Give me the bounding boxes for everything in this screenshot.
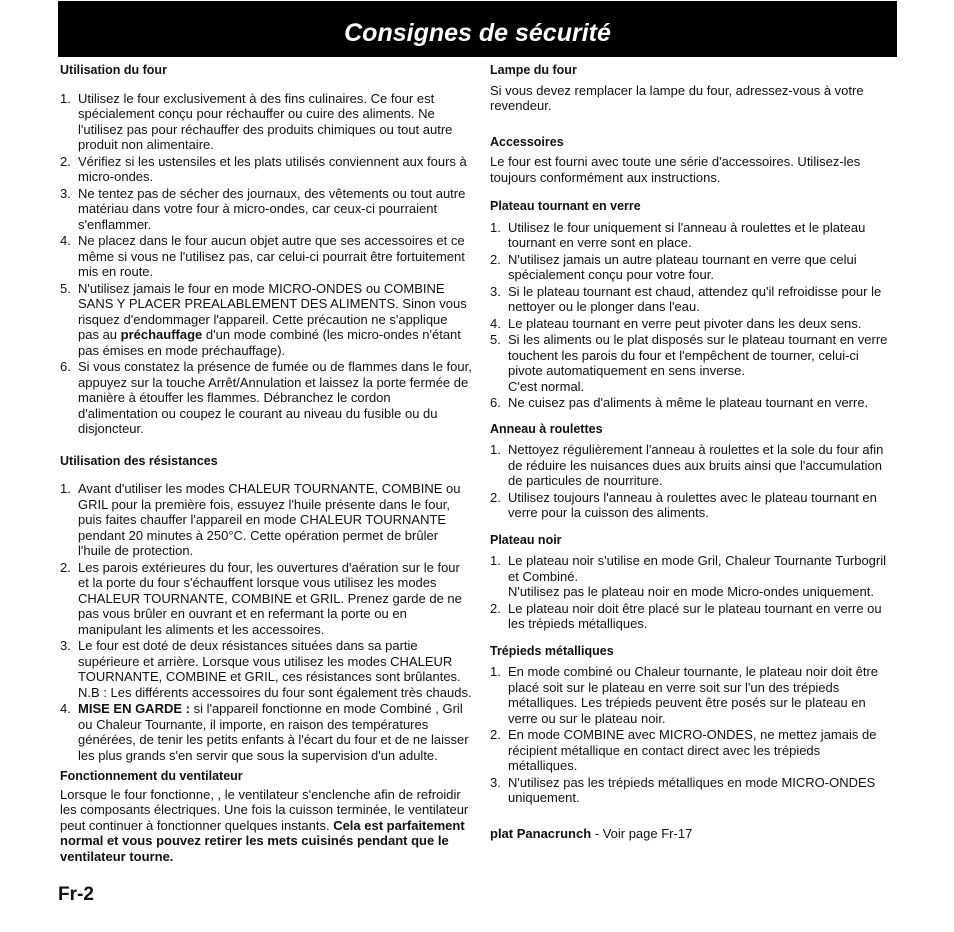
list-item: 2. En mode COMBINE avec MICRO-ONDES, ne mettez jamais de récipient métallique en contact direct avec les trépieds métalliques. <box>490 727 877 773</box>
glass-tray-list <box>490 220 890 411</box>
left-column <box>60 63 472 872</box>
list-item: 2. Vérifiez si les ustensiles et les plats utilisés conviennent aux fours à micro-ondes. <box>60 153 467 184</box>
list-item: 4. MISE EN GARDE : si l'appareil fonctionne en mode Combiné , Gril ou Chaleur Tournante, il importe, en raison des températures générées, de tenir les petits enfants à l'écart du four et de ne laisser les plus grands s'en servir que sous la supervision d'un adulte. <box>60 701 469 763</box>
list-item: 5. N'utilisez jamais le four en mode MICRO-ONDES ou COMBINE SANS Y PLACER PREALABLEMENT DES ALIMENTS. Sinon vous risquez d'endommager l'appareil. Cette précaution ne s'applique pas au préchauffage d'un mode combiné (les micro-ondes n'étant pas émises en mode préchauffage). <box>60 280 467 358</box>
list-item: 2. Les parois extérieures du four, les ouvertures d'aération sur le four et la porte du four s'échauffent lorsque vous utilisez les modes CHALEUR TOURNANTE, COMBINE et GRIL. Prenez garde de ne pas vous brûler en ouvrant et en refermant la porte ou en manipulant les aliments et les accessoires. <box>60 559 462 637</box>
section-heading: Utilisation des résistances <box>60 453 218 468</box>
list-item: 1. Utilisez le four uniquement si l'anneau à roulettes et le plateau tournant en verre sont en place. <box>490 219 866 250</box>
section-heading: Plateau tournant en verre <box>490 199 641 213</box>
black-tray-list <box>490 553 890 632</box>
roller-ring-list <box>490 442 890 521</box>
list-item: 1. Le plateau noir s'utilise en mode Gril, Chaleur Tournante Turbogril et Combiné. N'utilisez pas le plateau noir en mode Micro-ondes uniquement. <box>490 553 887 599</box>
list-item: 3. Le four est doté de deux résistances situées dans sa partie supérieure et arrière. Lorsque vous utilisez les modes CHALEUR TOURNANTE, COMBINE et GRIL, ces résistances sont brûlantes. N.B : Les différents accessoires du four sont également très chauds. <box>60 638 472 700</box>
panacrunch-note: plat Panacrunch - Voir page Fr-17 <box>490 825 693 841</box>
lamp-paragraph: Si vous devez remplacer la lampe du four, adressez-vous à votre revendeur. <box>490 82 864 113</box>
list-item: 2. N'utilisez jamais un autre plateau tournant en verre que celui spécialement conçu pour votre four. <box>490 251 857 282</box>
page-number: Fr-2 <box>58 884 94 905</box>
list-item: 3. Si le plateau tournant est chaud, attendez qu'il refroidisse pour le nettoyer ou le plonger dans l'eau. <box>490 283 882 314</box>
list-item: 4. Le plateau tournant en verre peut pivoter dans les deux sens. <box>490 315 862 331</box>
metal-trivets-list <box>490 664 890 806</box>
accessories-paragraph: Le four est fourni avec toute une série d'accessoires. Utilisez-les toujours conformément aux instructions. <box>490 154 861 185</box>
section-heading: Utilisation du four <box>60 63 167 77</box>
fan-paragraph: Lorsque le four fonctionne, , le ventilateur s'enclenche afin de refroidir les composants électriques. Une fois la cuisson terminée, le ventilateur peut continuer à fonctionner quelques instants. Cela est parfaitement normal et vous pouvez retirer les mets cuisinés pendant que le ventilateur tourne. <box>60 786 469 864</box>
section-heading: Lampe du four <box>490 63 577 77</box>
oven-use-list <box>60 91 472 437</box>
page-title: Consignes de sécurité <box>344 19 611 47</box>
list-item: 4. Ne placez dans le four aucun objet autre que ses accessoires et ce même si vous ne l'utilisez pas, car celui-ci pourrait être fortuitement mis en route. <box>60 233 465 279</box>
list-item: 5. Si les aliments ou le plat disposés sur le plateau tournant en verre touchent les parois du four et l'empêchent de tourner, celui-ci pivote automatiquement en sens inverse. C'est normal. <box>490 332 888 394</box>
right-column <box>490 63 890 849</box>
list-item: 1. Nettoyez régulièrement l'anneau à roulettes et la sole du four afin de réduire les nuisances dues aux bruits ainsi que l'accumulation de particules de nourriture. <box>490 442 884 488</box>
list-item: 2. Utilisez toujours l'anneau à roulettes avec le plateau tournant en verre pour la cuisson des aliments. <box>490 489 877 520</box>
section-heading: Trépieds métalliques <box>490 643 614 658</box>
list-item: 1. Utilisez le four exclusivement à des fins culinaires. Ce four est spécialement conçu pour réchauffer ou cuire des aliments. Ne l'utilisez pas pour réchauffer des produits chimiques ou tout autre produit non alimentaire. <box>60 90 453 152</box>
section-heading: Plateau noir <box>490 532 562 547</box>
list-item: 3. N'utilisez pas les trépieds métalliques en mode MICRO-ONDES uniquement. <box>490 774 876 805</box>
section-heading: Accessoires <box>490 134 564 149</box>
heating-elements-list <box>60 481 472 763</box>
list-item: 6. Ne cuisez pas d'aliments à même le plateau tournant en verre. <box>490 395 869 410</box>
list-item: 1. Avant d'utiliser les modes CHALEUR TOURNANTE, COMBINE ou GRIL pour la première fois, essuyez l'huile présente dans le four, puis faites chauffer l'appareil en mode CHALEUR TOURNANTE pendant 20 minutes à 250°C. Cette opération permet de brûler l'huile de protection. <box>60 481 461 558</box>
title-banner <box>58 1 897 57</box>
section-heading: Fonctionnement du ventilateur <box>60 769 243 783</box>
list-item: 2. Le plateau noir doit être placé sur le plateau tournant en verre ou les trépieds métalliques. <box>490 600 882 631</box>
list-item: 1. En mode combiné ou Chaleur tournante, le plateau noir doit être placé soit sur le plateau en verre soit sur l'un des trépieds métalliques. Les trépieds peuvent être posés sur le plateau en verre ou sur le plateau noir. <box>490 664 879 726</box>
list-item: 6. Si vous constatez la présence de fumée ou de flammes dans le four, appuyez sur la touche Arrêt/Annulation et laissez la porte fermée de manière à étouffer les flammes. Débranchez le cordon d'alimentation ou coupez le courant au niveau du fusible ou du disjoncteur. <box>60 359 472 436</box>
list-item: 3. Ne tentez pas de sécher des journaux, des vêtements ou tout autre matériau dans votre four à micro-ondes, car ceux-ci pourraient s'enflammer. <box>60 185 466 232</box>
section-heading: Anneau à roulettes <box>490 421 603 436</box>
